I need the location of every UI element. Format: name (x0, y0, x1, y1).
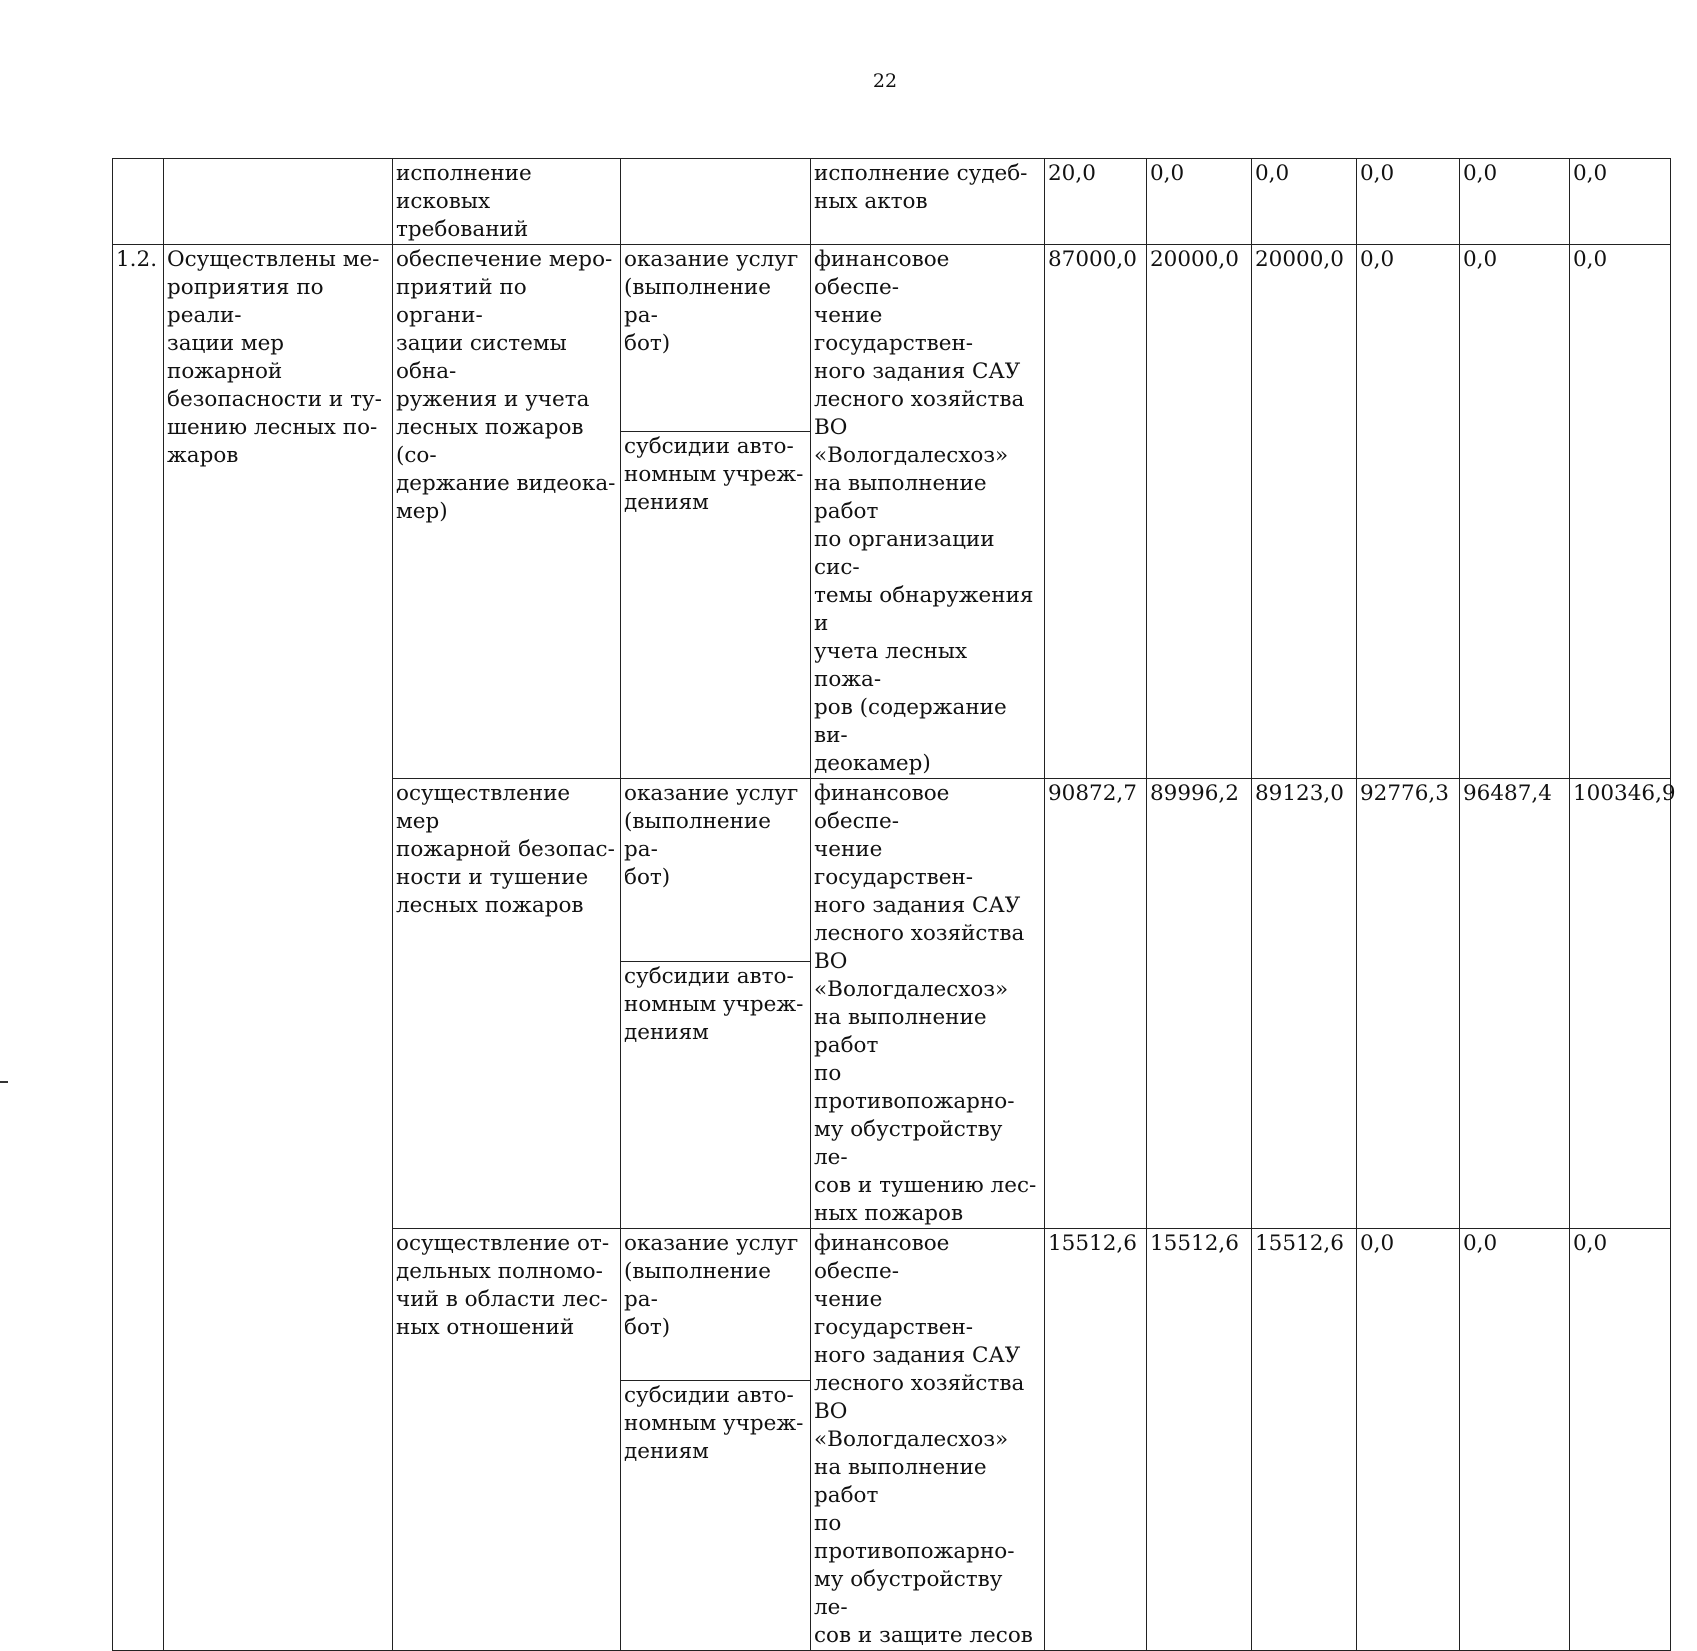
service-cell: оказание услуг (выполнение ра- бот) (621, 245, 811, 432)
value-cell: 0,0 (1357, 1229, 1460, 1651)
service-cell: субсидии авто- номным учреж- дениям (621, 431, 811, 778)
service-cell: оказание услуг (выполнение ра- бот) (621, 779, 811, 962)
measure-cell: осуществление от- дельных полномо- чий в области лес- ных отношений (393, 1229, 621, 1651)
value-cell: 20000,0 (1252, 245, 1357, 779)
value-cell: 0,0 (1570, 1229, 1671, 1651)
value-cell: 0,0 (1570, 159, 1671, 245)
margin-mark (0, 1081, 8, 1083)
service-cell: оказание услуг (выполнение ра- бот) (621, 1229, 811, 1381)
row-number-cell (113, 159, 164, 245)
table-row (113, 245, 1671, 432)
purpose-cell: финансовое обеспе- чение государствен- ного задания САУ лесного хозяйства ВО «Вологдалесхоз» на выполнение работ по противопожарно- му обустройству ле- сов и тушению лес- ных пожаров (811, 779, 1045, 1229)
value-cell: 0,0 (1460, 159, 1570, 245)
program-table (112, 158, 1676, 1651)
measure-cell: обеспечение меро- приятий по органи- зации системы обна- ружения и учета лесных пожаров (со- держание видеока- мер) (393, 245, 621, 779)
service-cell (621, 159, 811, 245)
page-number: 22 (872, 70, 898, 92)
value-cell: 15512,6 (1147, 1229, 1252, 1651)
measure-cell: исполнение исковых требований (393, 159, 621, 245)
value-cell: 0,0 (1357, 245, 1460, 779)
value-cell: 92776,3 (1357, 779, 1460, 1229)
value-cell: 0,0 (1460, 1229, 1570, 1651)
value-cell: 96487,4 (1460, 779, 1570, 1229)
measure-cell: осуществление мер пожарной безопас- ности и тушение лесных пожаров (393, 779, 621, 1229)
value-cell: 0,0 (1460, 245, 1570, 779)
value-cell: 90872,7 (1045, 779, 1147, 1229)
value-cell: 15512,6 (1252, 1229, 1357, 1651)
table-row (113, 159, 1671, 245)
value-cell: 20,0 (1045, 159, 1147, 245)
purpose-cell: финансовое обеспе- чение государствен- ного задания САУ лесного хозяйства ВО «Вологдалесхоз» на выполнение работ по организации сис- темы обнаружения и учета лесных пожа- ров (содержание ви- деокамер) (811, 245, 1045, 779)
value-cell: 0,0 (1252, 159, 1357, 245)
value-cell: 89996,2 (1147, 779, 1252, 1229)
result-cell: Осуществлены ме- роприятия по реали- зации мер пожарной безопасности и ту- шению лесных по- жаров (164, 245, 393, 1651)
row-number-cell: 1.2. (113, 245, 164, 1651)
value-cell: 89123,0 (1252, 779, 1357, 1229)
value-cell: 15512,6 (1045, 1229, 1147, 1651)
value-cell: 87000,0 (1045, 245, 1147, 779)
value-cell: 20000,0 (1147, 245, 1252, 779)
service-cell: субсидии авто- номным учреж- дениям (621, 1381, 811, 1651)
value-cell: 0,0 (1357, 159, 1460, 245)
service-cell: субсидии авто- номным учреж- дениям (621, 961, 811, 1228)
purpose-cell: исполнение судеб- ных актов (811, 159, 1045, 245)
purpose-cell: финансовое обеспе- чение государствен- ного задания САУ лесного хозяйства ВО «Вологдалесхоз» на выполнение работ по противопожарно- му обустройству ле- сов и защите лесов (811, 1229, 1045, 1651)
value-cell: 100346,9 (1570, 779, 1671, 1229)
value-cell: 0,0 (1147, 159, 1252, 245)
value-cell: 0,0 (1570, 245, 1671, 779)
result-cell (164, 159, 393, 245)
